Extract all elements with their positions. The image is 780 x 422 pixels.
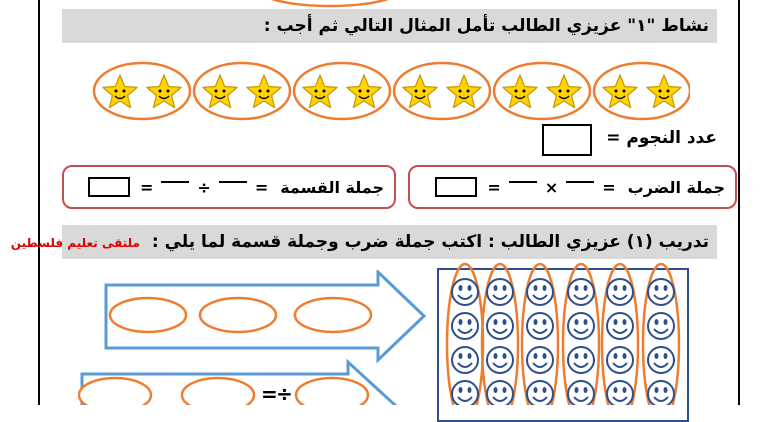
smiley-face-icon (607, 279, 633, 305)
training-title: تدريب (١) عزيزي الطالب : اكتب جملة ضرب وجملة قسمة لما يلي : (151, 232, 709, 252)
page-border-right (738, 0, 740, 405)
arrow-bottom-oval-2 (182, 378, 254, 405)
arrow-top-oval-1 (110, 298, 186, 332)
smiley-face-icon (487, 313, 513, 339)
multiplication-blank-1[interactable] (566, 181, 594, 183)
smiling-star-icon (503, 75, 537, 108)
smiling-star-icon (647, 75, 681, 108)
smiling-star-icon (303, 75, 337, 108)
multiplication-answer-box[interactable] (435, 177, 477, 197)
multiplication-equals-2: = (602, 177, 616, 197)
smiling-star-icon (403, 75, 437, 108)
arrow-equals-sign: = (261, 382, 278, 405)
smiley-face-icon (527, 381, 553, 405)
star-group (394, 63, 490, 119)
arrow-top-oval-2 (200, 298, 276, 332)
page-border-left (38, 0, 40, 405)
stars-count-answer-box[interactable] (542, 124, 592, 156)
smiley-face-icon (527, 347, 553, 373)
multiplication-equals: = (487, 177, 501, 197)
star-group (194, 63, 290, 119)
multiplication-sentence-box (408, 165, 737, 209)
training-title-bar (10, 225, 717, 259)
smiling-star-icon (347, 75, 381, 108)
smiling-star-icon (103, 75, 137, 108)
arrows-diagram (78, 270, 438, 405)
smiley-face-icon (648, 347, 674, 373)
division-sentence-box (62, 165, 396, 209)
smiley-face-icon (452, 279, 478, 305)
smiley-face-icon (648, 313, 674, 339)
division-blank-2[interactable] (161, 181, 189, 183)
smiley-face-icon (568, 381, 594, 405)
smiley-face-icon (568, 347, 594, 373)
multiplication-sentence-label: جملة الضرب (627, 177, 725, 197)
arrow-bottom-oval-3 (296, 378, 368, 405)
activity-title: نشاط "١" عزيزي الطالب تأمل المثال التالي ثم أجب : (263, 16, 709, 36)
smiley-face-icon (607, 313, 633, 339)
smiling-star-icon (603, 75, 637, 108)
smiley-groups (440, 262, 686, 405)
smiley-face-icon (607, 381, 633, 405)
star-group (594, 63, 690, 119)
division-answer-box[interactable] (88, 177, 130, 197)
division-blank-1[interactable] (219, 181, 247, 183)
arrow-bottom-oval-1 (79, 378, 151, 405)
smiley-face-icon (487, 347, 513, 373)
star-group (494, 63, 590, 119)
activity-title-bar (62, 9, 717, 43)
smiling-star-icon (447, 75, 481, 108)
smiling-star-icon (203, 75, 237, 108)
smiling-star-icon (147, 75, 181, 108)
division-sentence-label: جملة القسمة (280, 177, 384, 197)
smiley-face-icon (452, 313, 478, 339)
smiling-star-icon (247, 75, 281, 108)
smiley-face-icon (648, 279, 674, 305)
smiley-face-icon (568, 313, 594, 339)
division-equals-2: = (254, 177, 269, 197)
smiley-face-icon (607, 347, 633, 373)
smiley-face-icon (487, 381, 513, 405)
division-equals: = (140, 177, 154, 197)
smiley-face-icon (527, 313, 553, 339)
smiley-face-icon (648, 381, 674, 405)
arrow-division-sign: ÷ (276, 382, 293, 405)
stars-groups (90, 58, 690, 124)
division-sign: ÷ (197, 177, 211, 197)
smiley-face-icon (568, 279, 594, 305)
smiley-face-icon (452, 347, 478, 373)
star-group (94, 63, 190, 119)
smiley-face-icon (487, 279, 513, 305)
brand-watermark: ملتقى تعليم فلسطين (10, 236, 140, 250)
multiplication-blank-2[interactable] (509, 181, 537, 183)
smiling-star-icon (547, 75, 581, 108)
multiplication-sign: × (544, 177, 559, 197)
stars-count-label: عدد النجوم = (606, 128, 717, 148)
smiley-face-icon (452, 381, 478, 405)
arrow-top-oval-3 (295, 298, 371, 332)
smiley-face-icon (527, 279, 553, 305)
star-group (294, 63, 390, 119)
